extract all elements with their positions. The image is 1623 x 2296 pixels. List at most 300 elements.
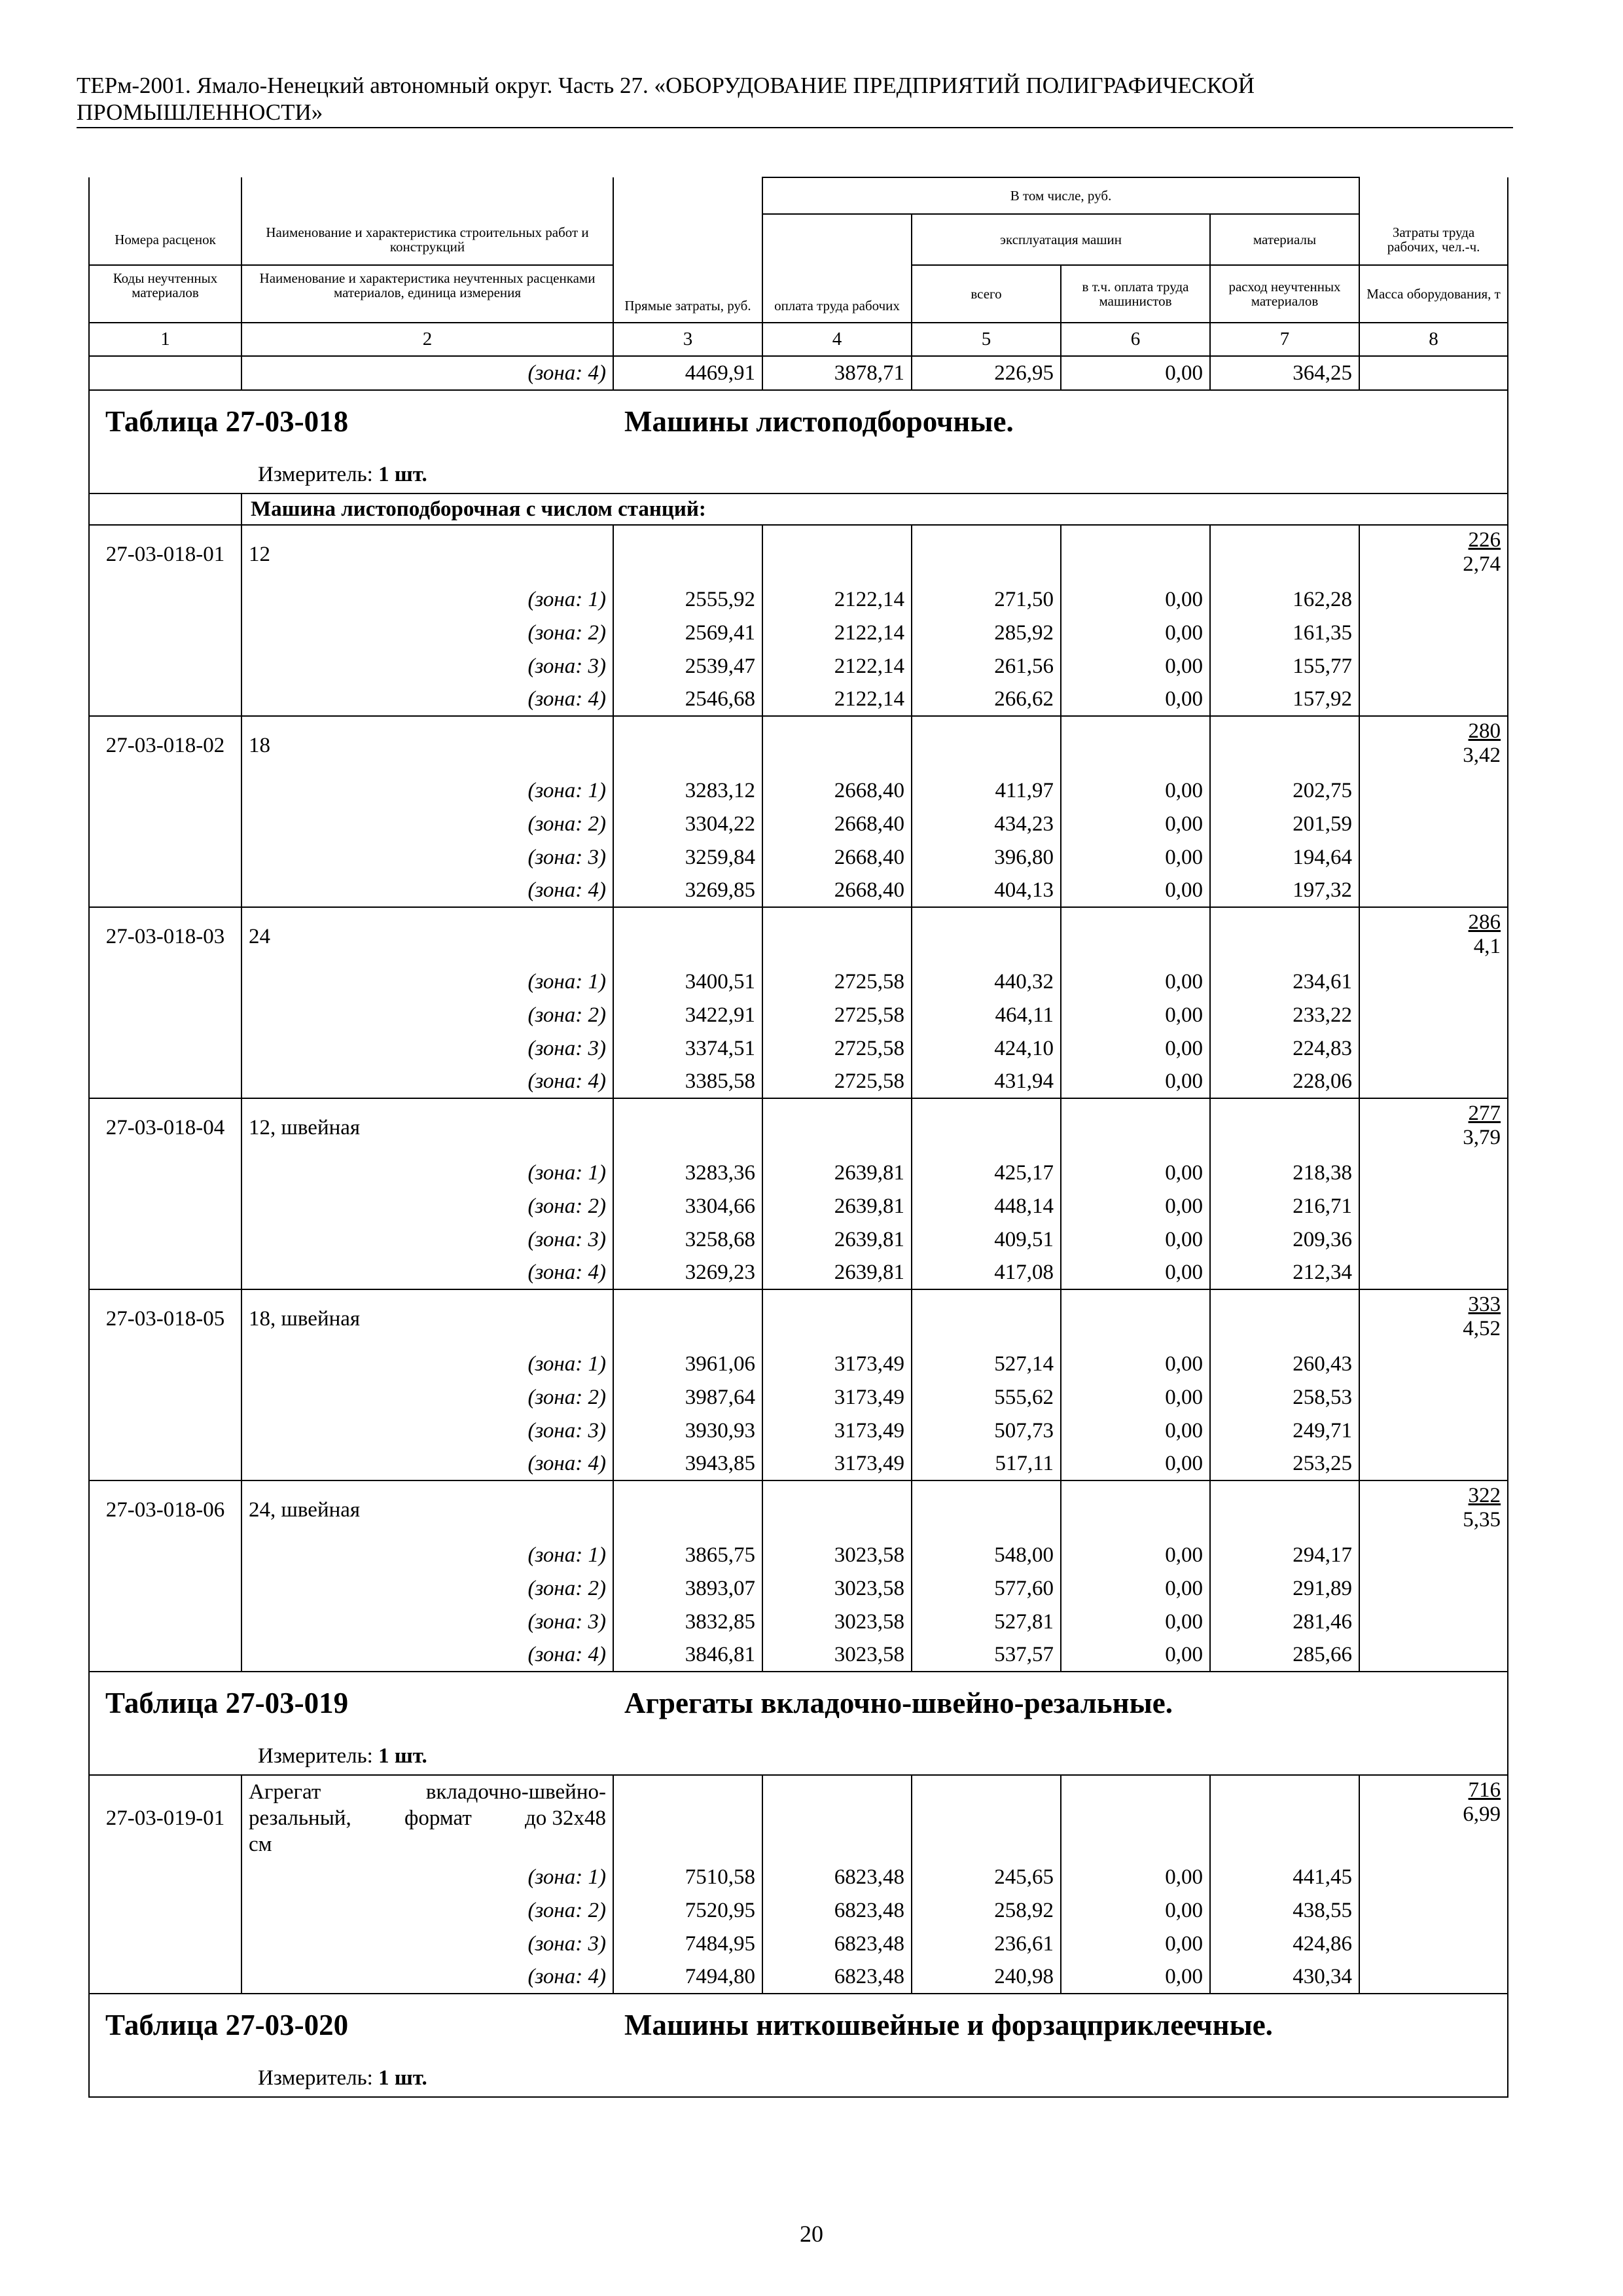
materials-cost: 260,43: [1210, 1347, 1359, 1380]
empty-cell: [1359, 583, 1508, 616]
measure-value: 1 шт.: [378, 2066, 427, 2090]
machines-total: 425,17: [912, 1156, 1061, 1189]
direct-cost: 3400,51: [613, 965, 762, 998]
table-title: Агрегаты вкладочно-швейно-резальные.: [624, 1687, 1173, 1719]
rate-code: 27-03-018-01: [89, 525, 241, 583]
empty-cell: [1359, 807, 1508, 840]
empty-cell: [89, 583, 241, 616]
equipment-mass: 3,79: [1463, 1126, 1501, 1149]
empty-cell: [762, 1098, 912, 1156]
materials-header: материалы: [1210, 214, 1359, 265]
zone-label: (зона: 1): [241, 1860, 613, 1893]
col-number: 6: [1061, 323, 1210, 356]
materials-cost: 233,22: [1210, 998, 1359, 1031]
empty-cell: [1359, 1031, 1508, 1065]
empty-cell: [89, 1414, 241, 1447]
rate-code: 27-03-018-02: [89, 716, 241, 774]
empty-cell: [1359, 683, 1508, 716]
zone-row: [89, 1447, 1508, 1480]
direct-cost: 2546,68: [613, 683, 762, 716]
machines-total: 464,11: [912, 998, 1061, 1031]
empty-cell: [762, 716, 912, 774]
machinist-pay: 0,00: [1061, 1347, 1210, 1380]
measure-line: [258, 1744, 427, 1768]
empty-cell: [613, 1098, 762, 1156]
direct-cost: 3865,75: [613, 1538, 762, 1571]
measure-value: 1 шт.: [378, 1744, 427, 1768]
item-name-text: 24, швейная: [249, 1498, 361, 1522]
header-line-1: ТЕРм-2001. Ямало-Ненецкий автономный округ. Часть 27. «ОБОРУДОВАНИЕ ПРЕДПРИЯТИЙ ПОЛИГРАФИЧЕСКОЙ: [77, 73, 1255, 98]
item-name-text: 12, швейная: [249, 1115, 361, 1139]
machines-total: 226,95: [912, 356, 1061, 390]
zone-row: [89, 1414, 1508, 1447]
col8-bottom-header: Масса оборудования, т: [1359, 265, 1508, 323]
zone-label: (зона: 2): [241, 998, 613, 1031]
col-number: 7: [1210, 323, 1359, 356]
worker-pay: 6823,48: [762, 1927, 912, 1960]
name-word: см: [249, 1832, 272, 1856]
item-name: [241, 716, 613, 774]
empty-cell: [89, 774, 241, 807]
zone-row: [89, 1538, 1508, 1571]
direct-cost: 2569,41: [613, 616, 762, 649]
machinist-pay: 0,00: [1061, 965, 1210, 998]
machines-total: 548,00: [912, 1538, 1061, 1571]
worker-pay: 2122,14: [762, 616, 912, 649]
empty-cell: [1359, 616, 1508, 649]
materials-cost: 216,71: [1210, 1189, 1359, 1223]
empty-cell: [1359, 1893, 1508, 1927]
zone-label: (зона: 2): [241, 1380, 613, 1414]
empty-cell: [1359, 1156, 1508, 1189]
empty-cell: [613, 1775, 762, 1860]
machines-total: 577,60: [912, 1571, 1061, 1605]
empty-cell: [762, 1289, 912, 1347]
col-number: 1: [89, 323, 241, 356]
zone-row: [89, 1860, 1508, 1893]
machinist-pay: 0,00: [1061, 1447, 1210, 1480]
worker-pay: 3023,58: [762, 1538, 912, 1571]
empty-cell: [89, 1960, 241, 1994]
empty-cell: [1210, 1775, 1359, 1860]
direct-cost: 3943,85: [613, 1447, 762, 1480]
direct-cost: 3930,93: [613, 1414, 762, 1447]
item-row: [89, 525, 1508, 583]
empty-cell: [1359, 1571, 1508, 1605]
rate-code: 27-03-018-03: [89, 907, 241, 965]
empty-cell: [1061, 1775, 1210, 1860]
materials-cost: 218,38: [1210, 1156, 1359, 1189]
worker-pay: 2725,58: [762, 1031, 912, 1065]
measure-value: 1 шт.: [378, 463, 427, 486]
empty-cell: [89, 616, 241, 649]
machinist-pay: 0,00: [1061, 1380, 1210, 1414]
zone-label: (зона: 3): [241, 1605, 613, 1638]
empty-cell: [1359, 1414, 1508, 1447]
labor-hours: 716: [1468, 1778, 1501, 1802]
empty-cell: [1210, 1098, 1359, 1156]
zone-label: (зона: 3): [241, 1414, 613, 1447]
empty-cell: [89, 683, 241, 716]
empty-cell: [89, 965, 241, 998]
empty-cell: [613, 525, 762, 583]
materials-cost: 438,55: [1210, 1893, 1359, 1927]
empty-cell: [762, 525, 912, 583]
table-title: Машины листоподборочные.: [624, 405, 1014, 438]
direct-cost: 3832,85: [613, 1605, 762, 1638]
item-name: [241, 1289, 613, 1347]
machines-total: 411,97: [912, 774, 1061, 807]
col3-header: Прямые затраты, руб.: [613, 265, 762, 323]
machinist-pay: 0,00: [1061, 874, 1210, 907]
materials-cost: 285,66: [1210, 1638, 1359, 1672]
table-title: Машины ниткошвейные и форзацприклеечные.: [624, 2009, 1273, 2041]
labor-hours: 286: [1468, 910, 1501, 934]
direct-cost: 3304,22: [613, 807, 762, 840]
zone-label: (зона: 4): [241, 1447, 613, 1480]
machines-total: 266,62: [912, 683, 1061, 716]
empty-cell: [89, 1380, 241, 1414]
machinist-pay: 0,00: [1061, 1414, 1210, 1447]
item-row: [89, 1289, 1508, 1347]
labor-mass: [1359, 716, 1508, 774]
zone-label: (зона: 3): [241, 1223, 613, 1256]
rate-code: 27-03-019-01: [89, 1775, 241, 1860]
worker-pay: 2668,40: [762, 807, 912, 840]
zone-label: (зона: 1): [241, 1538, 613, 1571]
header-rule: [77, 127, 1513, 128]
zone-label: (зона: 1): [241, 965, 613, 998]
empty-cell: [89, 1156, 241, 1189]
worker-pay: 2639,81: [762, 1156, 912, 1189]
materials-cost: 228,06: [1210, 1065, 1359, 1098]
direct-cost: 7494,80: [613, 1960, 762, 1994]
empty-cell: [1210, 907, 1359, 965]
zone-row: [89, 774, 1508, 807]
zone-label: (зона: 1): [241, 1347, 613, 1380]
zone-label: (зона: 4): [241, 356, 613, 390]
zone-label: (зона: 4): [241, 1638, 613, 1672]
zone-row: [89, 807, 1508, 840]
zone-row: [89, 1927, 1508, 1960]
zone-row: [89, 583, 1508, 616]
col-number: 3: [613, 323, 762, 356]
zone-row: [89, 649, 1508, 683]
machines-total: 507,73: [912, 1414, 1061, 1447]
empty-cell: [912, 1480, 1061, 1538]
zone-row: [89, 1638, 1508, 1672]
materials-cost: 364,25: [1210, 356, 1359, 390]
col5-header: всего: [912, 265, 1061, 323]
measure-line: [258, 2066, 427, 2090]
zone-label: (зона: 3): [241, 840, 613, 874]
machinist-pay: 0,00: [1061, 998, 1210, 1031]
zone-row: [89, 1223, 1508, 1256]
item-name: [241, 1775, 613, 1860]
materials-cost: 253,25: [1210, 1447, 1359, 1480]
empty-cell: [1061, 1480, 1210, 1538]
item-row: [89, 1480, 1508, 1538]
empty-cell: [912, 907, 1061, 965]
column-number-row: [89, 323, 1508, 356]
machinist-pay: 0,00: [1061, 840, 1210, 874]
name-word: Агрегат: [249, 1780, 321, 1804]
page-number: 20: [800, 2221, 823, 2247]
machinist-pay: 0,00: [1061, 1893, 1210, 1927]
empty-cell: [1359, 649, 1508, 683]
materials-cost: 430,34: [1210, 1960, 1359, 1994]
empty-cell: [89, 840, 241, 874]
running-header: [77, 72, 1513, 126]
item-name-text: 24: [249, 924, 270, 948]
materials-cost: 209,36: [1210, 1223, 1359, 1256]
machines-total: 440,32: [912, 965, 1061, 998]
machinist-pay: 0,00: [1061, 774, 1210, 807]
table-title-block: [89, 1994, 1508, 2097]
labor-hours: 280: [1468, 719, 1501, 743]
name-word: формат: [404, 1806, 472, 1830]
direct-cost: 2555,92: [613, 583, 762, 616]
col4-header: оплата труда рабочих: [762, 265, 912, 323]
empty-cell: [1359, 998, 1508, 1031]
name-word: резальный,: [249, 1806, 351, 1830]
machines-total: 271,50: [912, 583, 1061, 616]
direct-cost: 3269,85: [613, 874, 762, 907]
col-number: 5: [912, 323, 1061, 356]
table-title-row: [89, 1672, 1508, 1775]
materials-cost: 441,45: [1210, 1860, 1359, 1893]
zone-label: (зона: 2): [241, 1189, 613, 1223]
empty-cell: [1359, 1605, 1508, 1638]
machinist-pay: 0,00: [1061, 1189, 1210, 1223]
measure-label: Измеритель:: [258, 2066, 373, 2090]
machinist-pay: 0,00: [1061, 1031, 1210, 1065]
col2-top-header: Наименование и характеристика строительных работ и конструкций: [241, 214, 613, 265]
zone-row: [89, 1605, 1508, 1638]
empty-cell: [1359, 1380, 1508, 1414]
carry-row: [89, 356, 1508, 390]
machinist-pay: 0,00: [1061, 1571, 1210, 1605]
machines-header: эксплуатация машин: [912, 214, 1210, 265]
empty-cell: [1061, 1289, 1210, 1347]
materials-cost: 249,71: [1210, 1414, 1359, 1447]
equipment-mass: 5,35: [1463, 1508, 1501, 1532]
machinist-pay: 0,00: [1061, 1605, 1210, 1638]
materials-cost: 162,28: [1210, 583, 1359, 616]
worker-pay: 2668,40: [762, 874, 912, 907]
worker-pay: 2122,14: [762, 583, 912, 616]
empty-cell: [1210, 1289, 1359, 1347]
empty-cell: [89, 1256, 241, 1289]
empty-cell: [89, 1223, 241, 1256]
machines-total: 396,80: [912, 840, 1061, 874]
empty-cell: [89, 356, 241, 390]
col-number: 2: [241, 323, 613, 356]
name-word: до 32х48: [524, 1806, 606, 1830]
col1-top-header: Номера расценок: [89, 214, 241, 265]
labor-hours: 226: [1468, 528, 1501, 552]
direct-cost: 3422,91: [613, 998, 762, 1031]
worker-pay: 3023,58: [762, 1571, 912, 1605]
header-line-2: ПРОМЫШЛЕННОСТИ»: [77, 99, 323, 125]
empty-cell: [1359, 965, 1508, 998]
empty-cell: [1359, 1538, 1508, 1571]
zone-label: (зона: 4): [241, 1960, 613, 1994]
materials-cost: 291,89: [1210, 1571, 1359, 1605]
zone-label: (зона: 3): [241, 649, 613, 683]
zone-label: (зона: 1): [241, 774, 613, 807]
materials-cost: 212,34: [1210, 1256, 1359, 1289]
in-total-header: В том числе, руб.: [762, 177, 1359, 214]
col1-bottom-header: Коды неучтенных материалов: [89, 265, 241, 323]
item-row: [89, 1775, 1508, 1860]
zone-label: (зона: 3): [241, 1031, 613, 1065]
zone-row: [89, 1893, 1508, 1927]
machinist-pay: 0,00: [1061, 683, 1210, 716]
direct-cost: 3385,58: [613, 1065, 762, 1098]
empty-cell: [89, 493, 241, 525]
col-number: 4: [762, 323, 912, 356]
table-title-row: [89, 390, 1508, 493]
item-name: [241, 1480, 613, 1538]
zone-label: (зона: 2): [241, 616, 613, 649]
worker-pay: 2639,81: [762, 1189, 912, 1223]
machines-total: 245,65: [912, 1860, 1061, 1893]
materials-cost: 202,75: [1210, 774, 1359, 807]
direct-cost: 2539,47: [613, 649, 762, 683]
header-row-1: [89, 177, 1508, 214]
zone-row: [89, 1347, 1508, 1380]
table-title-block: [89, 1672, 1508, 1775]
empty-cell: [1359, 840, 1508, 874]
empty-cell: [912, 1775, 1061, 1860]
empty-cell: [1359, 1223, 1508, 1256]
worker-pay: 2668,40: [762, 840, 912, 874]
zone-row: [89, 998, 1508, 1031]
empty-cell: [1359, 1065, 1508, 1098]
machinist-pay: 0,00: [1061, 583, 1210, 616]
empty-cell: [89, 1347, 241, 1380]
zone-label: (зона: 1): [241, 1156, 613, 1189]
zone-label: (зона: 2): [241, 1571, 613, 1605]
empty-cell: [89, 1538, 241, 1571]
empty-cell: [762, 1775, 912, 1860]
worker-pay: 3878,71: [762, 356, 912, 390]
item-name-text: 18: [249, 733, 270, 757]
direct-cost: 7510,58: [613, 1860, 762, 1893]
rate-code: 27-03-018-06: [89, 1480, 241, 1538]
measure-line: [258, 462, 427, 487]
equipment-mass: 3,42: [1463, 744, 1501, 767]
zone-row: [89, 1571, 1508, 1605]
empty-cell: [89, 649, 241, 683]
item-row: [89, 907, 1508, 965]
empty-cell: [89, 1571, 241, 1605]
materials-cost: 281,46: [1210, 1605, 1359, 1638]
materials-cost: 157,92: [1210, 683, 1359, 716]
machinist-pay: 0,00: [1061, 1927, 1210, 1960]
rate-code: 27-03-018-05: [89, 1289, 241, 1347]
direct-cost: 3259,84: [613, 840, 762, 874]
col7-header: расход неучтенных материалов: [1210, 265, 1359, 323]
machines-total: 527,14: [912, 1347, 1061, 1380]
machines-total: 424,10: [912, 1031, 1061, 1065]
machines-total: 404,13: [912, 874, 1061, 907]
col-number: 8: [1359, 323, 1508, 356]
table-code: Таблица 27-03-020: [105, 2009, 349, 2041]
zone-row: [89, 1031, 1508, 1065]
labor-hours: 277: [1468, 1102, 1501, 1125]
empty-cell: [89, 1860, 241, 1893]
empty-cell: [1359, 1256, 1508, 1289]
equipment-mass: 2,74: [1463, 552, 1501, 576]
empty-cell: [1359, 1927, 1508, 1960]
materials-cost: 294,17: [1210, 1538, 1359, 1571]
empty-cell: [89, 1605, 241, 1638]
materials-cost: 234,61: [1210, 965, 1359, 998]
zone-label: (зона: 4): [241, 683, 613, 716]
worker-pay: 2725,58: [762, 965, 912, 998]
zone-label: (зона: 1): [241, 583, 613, 616]
direct-cost: 3258,68: [613, 1223, 762, 1256]
direct-cost: 3987,64: [613, 1380, 762, 1414]
machinist-pay: 0,00: [1061, 1256, 1210, 1289]
header-row-3: [89, 265, 1508, 323]
machinist-pay: 0,00: [1061, 616, 1210, 649]
machines-total: 261,56: [912, 649, 1061, 683]
empty-cell: [762, 907, 912, 965]
empty-cell: [1061, 716, 1210, 774]
materials-cost: 197,32: [1210, 874, 1359, 907]
machines-total: 240,98: [912, 1960, 1061, 1994]
direct-cost: 3304,66: [613, 1189, 762, 1223]
materials-cost: 224,83: [1210, 1031, 1359, 1065]
worker-pay: 3173,49: [762, 1447, 912, 1480]
worker-pay: 6823,48: [762, 1960, 912, 1994]
empty-cell: [912, 716, 1061, 774]
worker-pay: 2725,58: [762, 998, 912, 1031]
zone-row: [89, 616, 1508, 649]
worker-pay: 2639,81: [762, 1256, 912, 1289]
item-row: [89, 716, 1508, 774]
worker-pay: 2668,40: [762, 774, 912, 807]
zone-row: [89, 874, 1508, 907]
worker-pay: 2122,14: [762, 683, 912, 716]
zone-row: [89, 965, 1508, 998]
item-name-text: 12: [249, 542, 270, 566]
materials-cost: 155,77: [1210, 649, 1359, 683]
machinist-pay: 0,00: [1061, 1223, 1210, 1256]
measure-label: Измеритель:: [258, 463, 373, 486]
empty-cell: [1359, 874, 1508, 907]
zone-row: [89, 1065, 1508, 1098]
machinist-pay: 0,00: [1061, 356, 1210, 390]
empty-cell: [89, 1893, 241, 1927]
worker-pay: 3173,49: [762, 1380, 912, 1414]
zone-label: (зона: 3): [241, 1927, 613, 1960]
labor-hours: 322: [1468, 1484, 1501, 1507]
direct-cost: 7484,95: [613, 1927, 762, 1960]
direct-cost: 3374,51: [613, 1031, 762, 1065]
materials-cost: 161,35: [1210, 616, 1359, 649]
table-code: Таблица 27-03-019: [105, 1687, 349, 1719]
machines-total: 517,11: [912, 1447, 1061, 1480]
machines-total: 434,23: [912, 807, 1061, 840]
worker-pay: 6823,48: [762, 1860, 912, 1893]
empty-cell: [1359, 774, 1508, 807]
zone-row: [89, 1960, 1508, 1994]
machinist-pay: 0,00: [1061, 1638, 1210, 1672]
